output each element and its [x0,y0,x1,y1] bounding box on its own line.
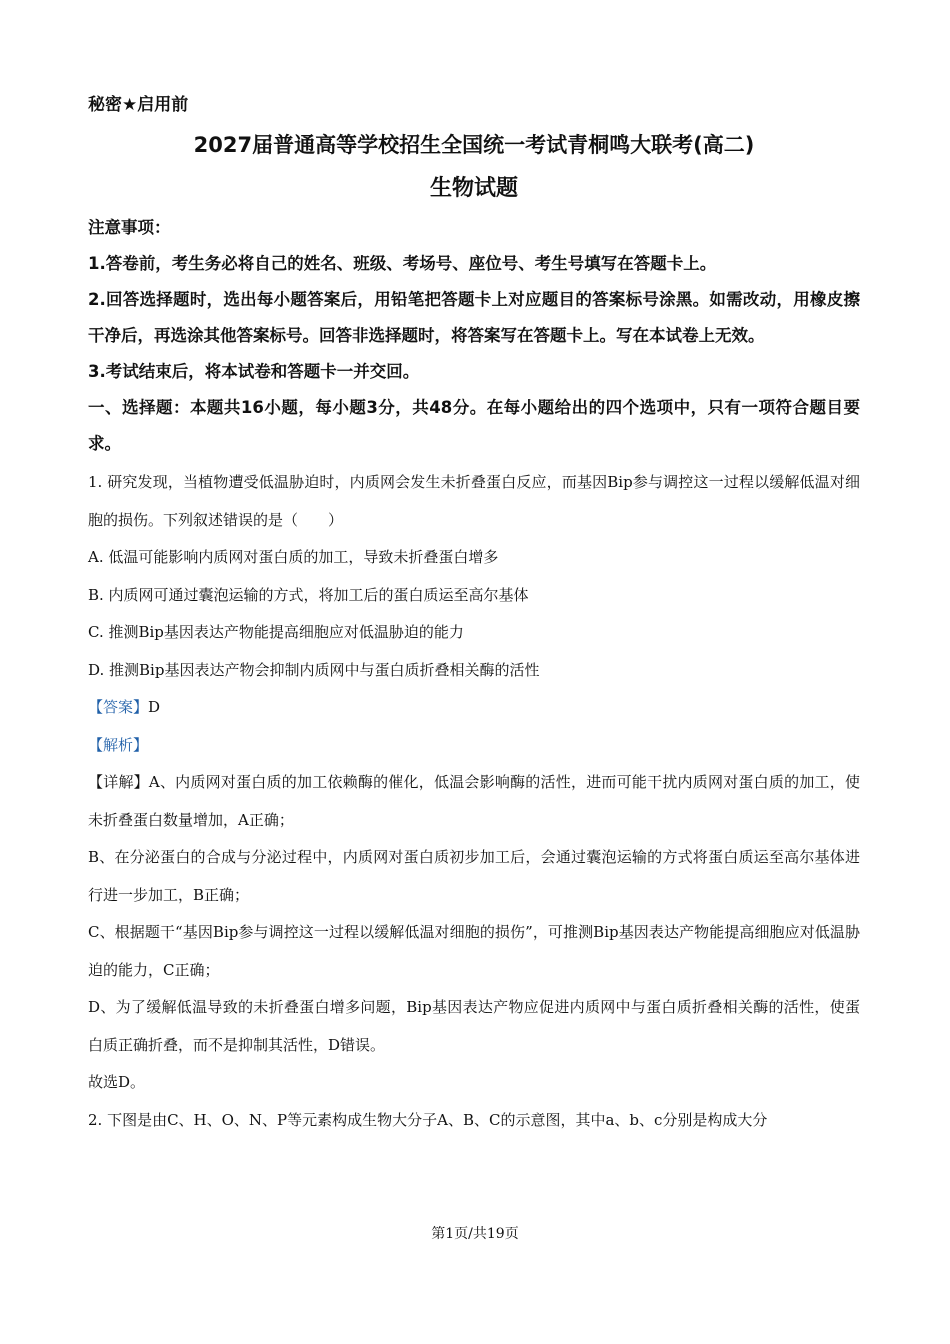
analysis-line [88,727,860,765]
question-1-stem: 1. 研究发现，当植物遭受低温胁迫时，内质网会发生未折叠蛋白反应，而基因Bip参与调控这一过程以缓解低温对细胞的损伤。下列叙述错误的是（ ） [88,473,860,529]
page-number: 第1页/共19页 [431,1226,519,1242]
notice-heading: 注意事项： [88,218,171,237]
section-heading: 一、选择题：本题共16小题，每小题3分，共48分。在每小题给出的四个选项中，只有一项符合题目要求。 [88,398,860,453]
conclusion: 故选D。 [88,1073,146,1091]
question-2-stem: 2. 下图是由C、H、O、N、P等元素构成生物大分子A、B、C的示意图，其中a、b、c分别是构成大分 [88,1110,768,1129]
notice-item-2: 2.回答选择题时，选出每小题答案后，用铅笔把答题卡上对应题目的答案标号涂黑。如需改动，用橡皮擦干净后，再选涂其他答案标号。回答非选择题时，将答案写在答题卡上。写在本试卷上无效。 [88,290,860,345]
exam-title: 2027届普通高等学校招生全国统一考试青桐鸣大联考(高二) [193,133,755,157]
answer-value: D [148,698,161,716]
detail-a [88,764,860,839]
question-1-option-c: C. 推测Bip基因表达产物能提高细胞应对低温胁迫的能力 [88,623,464,641]
detail-d: D、为了缓解低温导致的未折叠蛋白增多问题，Bip基因表达产物应促进内质网中与蛋白质折叠相关酶的活性，使蛋白质正确折叠，而不是抑制其活性，D错误。 [88,998,860,1054]
detail-label: 【详解】 [88,773,149,791]
exam-page [88,92,860,1139]
answer-label: 【答案】 [88,698,149,716]
detail-b: B、在分泌蛋白的合成与分泌过程中，内质网对蛋白质初步加工后，会通过囊泡运输的方式将蛋白质运至高尔基体进行进一步加工，B正确； [88,848,860,904]
notice-item-1: 1.答卷前，考生务必将自己的姓名、班级、考场号、座位号、考生号填写在答题卡上。 [88,254,717,273]
analysis-label: 【解析】 [88,735,149,754]
detail-a-text: A、内质网对蛋白质的加工依赖酶的催化，低温会影响酶的活性，进而可能干扰内质网对蛋白质的加工，使未折叠蛋白数量增加，A正确； [88,773,860,829]
exam-subject: 生物试题 [429,176,518,201]
question-1-option-b: B. 内质网可通过囊泡运输的方式，将加工后的蛋白质运至高尔基体 [88,585,529,604]
notice-item-3: 3.考试结束后，将本试卷和答题卡一并交回。 [88,362,420,381]
question-1-option-d: D. 推测Bip基因表达产物会抑制内质网中与蛋白质折叠相关酶的活性 [88,660,540,679]
answer-line [88,689,860,727]
detail-c: C、根据题干“基因Bip参与调控这一过程以缓解低温对细胞的损伤”，可推测Bip基因表达产物能提高细胞应对低温胁迫的能力，C正确； [88,923,860,979]
confidential-label: 秘密★启用前 [88,95,189,115]
question-1-option-a: A. 低温可能影响内质网对蛋白质的加工，导致未折叠蛋白增多 [88,548,499,566]
